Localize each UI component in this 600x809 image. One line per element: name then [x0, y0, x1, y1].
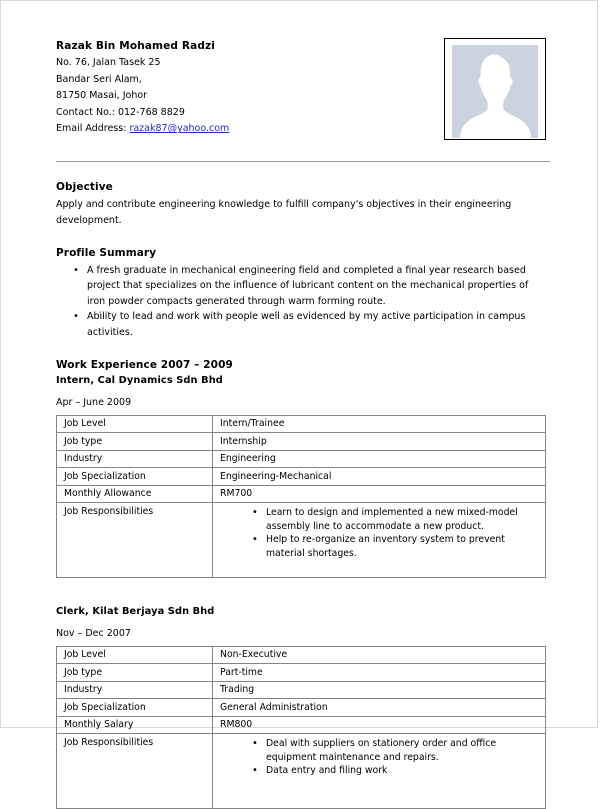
contact-number: Contact No.: 012-768 8829	[56, 106, 185, 118]
table-row	[57, 646, 546, 664]
list-item: • Ability to lead and work with people well as evidenced by my active participation in campus activities.	[87, 309, 548, 340]
row-label: Industry	[57, 450, 213, 468]
section-heading-objective: Objective	[56, 181, 113, 193]
job-title-2: Clerk, Kilat Berjaya Sdn Bhd	[56, 606, 215, 618]
list-item: • Help to re-organize an inventory system to prevent material shortages.	[266, 533, 541, 560]
list-item: • Data entry and filing work	[266, 764, 541, 778]
row-value: Intern/Trainee	[213, 415, 546, 433]
job-details-table-2	[56, 646, 546, 809]
row-label: Job type	[57, 664, 213, 682]
candidate-photo-frame	[444, 38, 546, 140]
row-value: Engineering-Mechanical	[213, 468, 546, 486]
address-line-1: No. 76, Jalan Tasek 25	[56, 57, 161, 68]
header-divider	[56, 161, 550, 162]
table-row	[57, 681, 546, 699]
contact-block	[56, 35, 229, 138]
row-label: Job Specialization	[57, 699, 213, 717]
table-row	[57, 450, 546, 468]
address-line-2: Bandar Seri Alam,	[56, 73, 142, 85]
table-row	[57, 664, 546, 682]
row-label: Job type	[57, 433, 213, 451]
address-line-3: 81750 Masai, Johor	[56, 90, 148, 102]
list-item: • A fresh graduate in mechanical engineering field and completed a final year research based project that specializes on the influence of lubricant content on the mechanical properties of iron powder compacts generated through warm forming route.	[87, 263, 548, 309]
section-heading-profile-summary: Profile Summary	[56, 247, 157, 259]
row-label: Job Responsibilities	[57, 734, 213, 809]
job-dates-1: Apr – June 2009	[56, 397, 132, 409]
list-item: • Learn to design and implemented a new mixed-model assembly line to accommodate a new product.	[266, 506, 541, 533]
job-title-1: Intern, Cal Dynamics Sdn Bhd	[56, 375, 223, 387]
table-row	[57, 716, 546, 734]
row-label: Industry	[57, 681, 213, 699]
email-label: Email Address:	[56, 123, 127, 135]
responsibilities-list	[213, 737, 541, 778]
row-value: RM800	[213, 716, 546, 734]
row-value: Trading	[213, 681, 546, 699]
table-row	[57, 433, 546, 451]
profile-summary-list	[56, 263, 548, 340]
resume-content	[56, 35, 548, 809]
table-row	[57, 468, 546, 486]
row-value: Internship	[213, 433, 546, 451]
row-label: Job Level	[57, 646, 213, 664]
candidate-name: Razak Bin Mohamed Radzi	[56, 40, 216, 52]
section-spacer	[56, 578, 548, 604]
email-link[interactable]: razak87@yahoo.com	[129, 123, 230, 135]
row-label: Job Specialization	[57, 468, 213, 486]
row-label: Job Level	[57, 415, 213, 433]
row-value-responsibilities	[213, 734, 546, 809]
row-value: General Administration	[213, 699, 546, 717]
row-label: Monthly Salary	[57, 716, 213, 734]
row-label: Job Responsibilities	[57, 503, 213, 578]
job-dates-2: Nov – Dec 2007	[56, 628, 131, 640]
responsibilities-list	[213, 506, 541, 560]
table-row	[57, 415, 546, 433]
row-value: RM700	[213, 485, 546, 503]
row-value-responsibilities	[213, 503, 546, 578]
row-value: Part-time	[213, 664, 546, 682]
person-silhouette-icon	[452, 45, 538, 138]
list-item: • Deal with suppliers on stationery order and office equipment maintenance and repairs.	[266, 737, 541, 764]
resume-header	[56, 35, 548, 140]
table-row	[57, 699, 546, 717]
table-row	[57, 734, 546, 809]
objective-text: Apply and contribute engineering knowledge to fulfill company's objectives in their engineering development.	[56, 199, 512, 226]
row-label: Monthly Allowance	[57, 485, 213, 503]
table-row	[57, 503, 546, 578]
section-heading-work-experience: Work Experience 2007 – 2009	[56, 359, 233, 372]
row-value: Engineering	[213, 450, 546, 468]
row-value: Non-Executive	[213, 646, 546, 664]
candidate-photo-placeholder	[452, 45, 538, 138]
email-row	[56, 121, 229, 138]
job-details-table-1	[56, 415, 546, 579]
table-row	[57, 485, 546, 503]
